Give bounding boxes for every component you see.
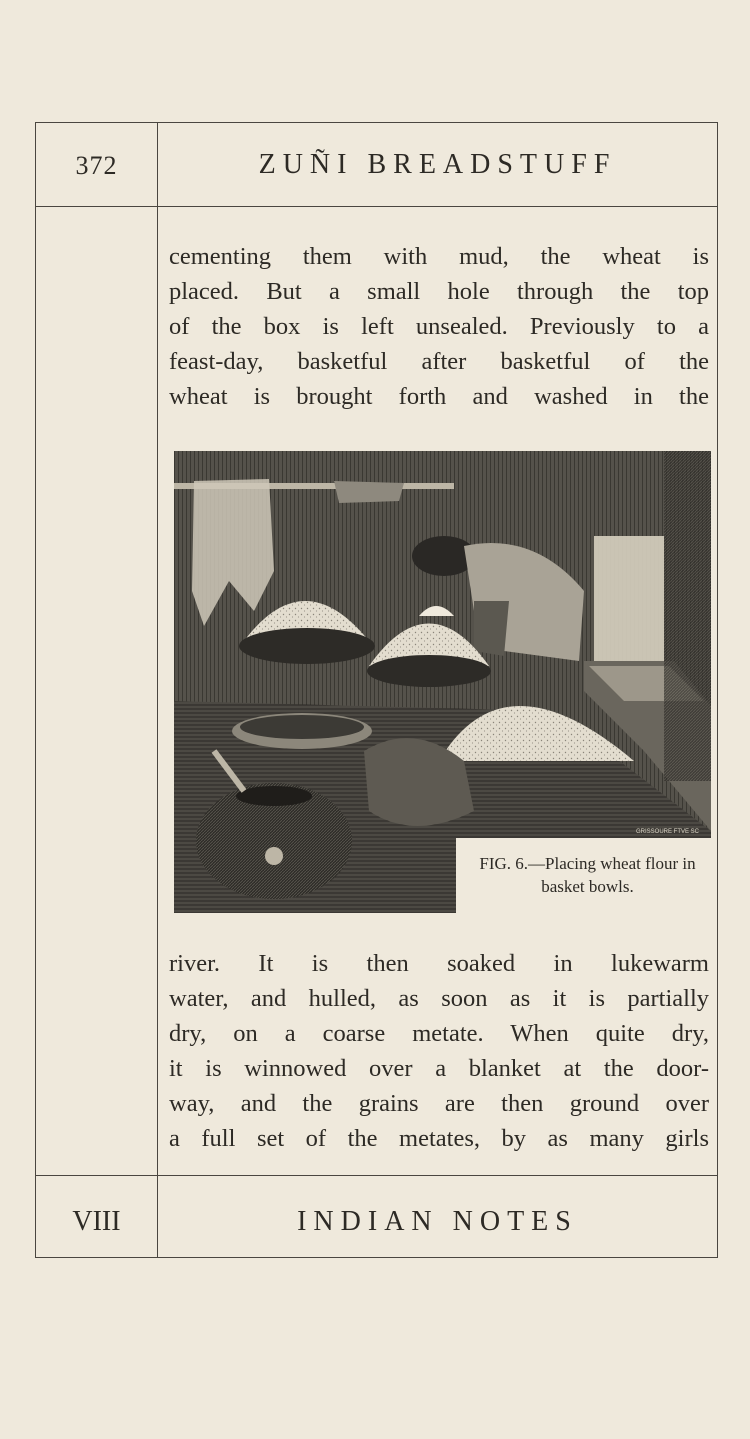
text-line: dry, on a coarse metate. When quite dry,: [169, 1020, 709, 1047]
engraving-figure: [174, 451, 711, 913]
text-line: river. It is then soaked in lukewarm: [169, 950, 709, 977]
running-title: ZUÑI BREADSTUFF: [258, 149, 617, 180]
text-line: way, and the grains are then ground over: [169, 1090, 709, 1117]
text-line: of the box is left unsealed. Previously to a: [169, 313, 709, 340]
header-rule: [36, 206, 717, 207]
footer-rule: [36, 1175, 717, 1176]
caption-box: [456, 838, 711, 913]
body-text-bottom: [169, 946, 709, 1156]
engraver-signature: GRISSOURE FTVE SC: [636, 829, 700, 835]
text-line: wheat is brought forth and washed in the: [169, 383, 709, 410]
margin-rule: [157, 123, 158, 1257]
series-title: INDIAN NOTES: [297, 1206, 578, 1237]
text-line: water, and hulled, as soon as it is partially: [169, 985, 709, 1012]
page-frame: [35, 122, 718, 1258]
text-line: it is winnowed over a blanket at the door-: [169, 1055, 709, 1082]
text-line: feast-day, basketful after basketful of the: [169, 348, 709, 375]
text-line: placed. But a small hole through the top: [169, 278, 709, 305]
figure-caption: FIG. 6.—Placing wheat flour in basket bowls.: [479, 854, 696, 896]
text-line: cementing them with mud, the wheat is: [169, 243, 709, 270]
text-line: a full set of the metates, by as many girls: [169, 1125, 709, 1152]
volume-number: VIII: [72, 1206, 121, 1237]
body-text-top: [169, 239, 709, 414]
page-number: 372: [75, 151, 118, 180]
